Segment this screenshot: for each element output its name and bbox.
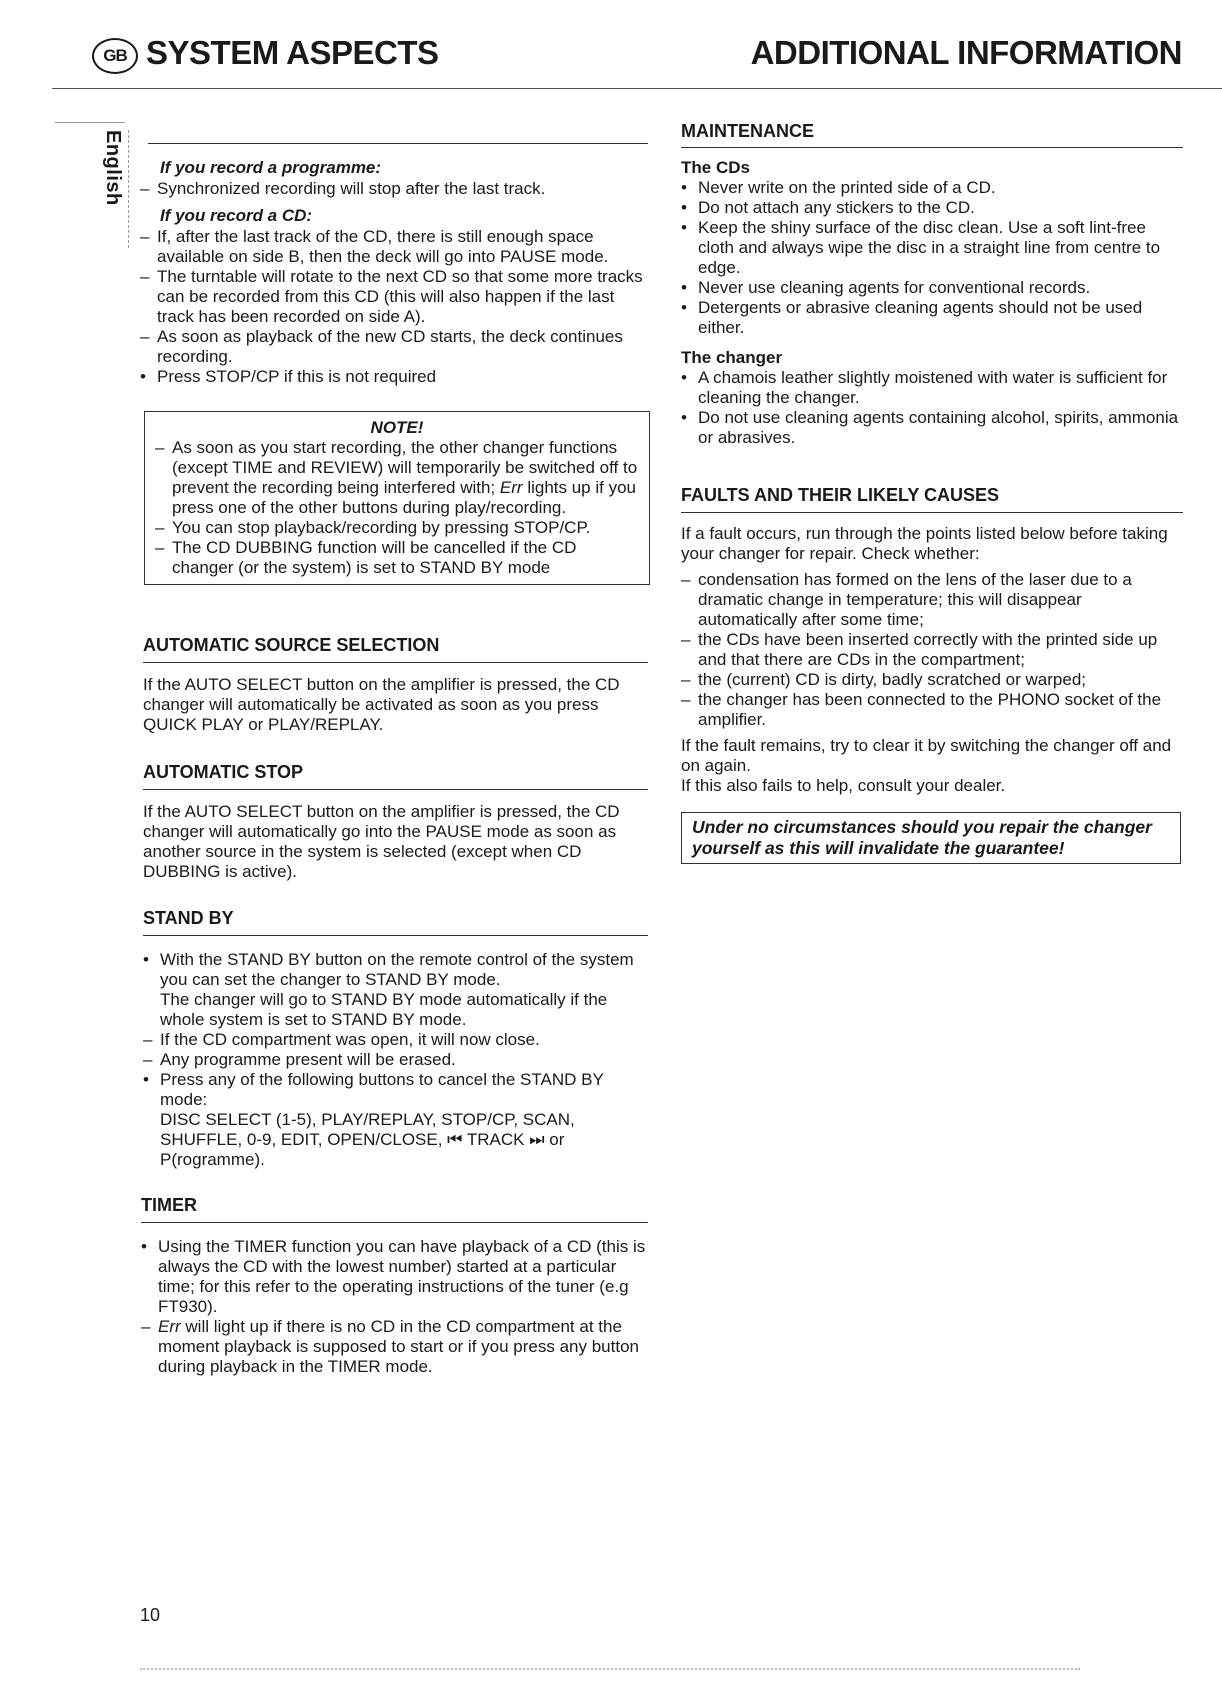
side-tab-language: English xyxy=(102,130,124,206)
section-rule xyxy=(143,789,648,790)
item-text: If, after the last track of the CD, there is still enough space available on side B, then the deck will go into PAUSE mode. xyxy=(157,227,609,266)
item-marker: – xyxy=(143,1030,153,1049)
note-title: NOTE! xyxy=(370,418,424,437)
bullet: • xyxy=(681,298,687,317)
list-item xyxy=(140,227,648,267)
item-text: The CD DUBBING function will be cancelled if the CD changer (or the system) is set to STAND BY mode xyxy=(172,538,577,577)
section-text: If the AUTO SELECT button on the amplifier is pressed, the CD changer will automatically go into the PAUSE mode as soon as another source in the system is selected (except when CD DUBBING is active). xyxy=(143,802,620,881)
faults-outro: If this also fails to help, consult your dealer. xyxy=(681,776,1006,795)
list-item xyxy=(681,218,1183,278)
section-rule xyxy=(143,662,648,663)
item-text: condensation has formed on the lens of the laser due to a dramatic change in temperature; this will disappear automatically after some time; xyxy=(698,570,1132,629)
item-marker: • xyxy=(140,367,146,386)
scan-artifact-line xyxy=(140,1668,1080,1670)
side-tab-top-rule xyxy=(55,122,125,123)
left-column xyxy=(140,143,648,577)
item-text: You can stop playback/recording by pressing STOP/CP. xyxy=(172,518,591,537)
bullet: • xyxy=(681,198,687,217)
faults-outro: If the fault remains, try to clear it by switching the changer off and on again. xyxy=(681,736,1172,775)
changer-subheading: The changer xyxy=(681,348,783,367)
err-indicator: Err xyxy=(158,1317,181,1336)
list-item xyxy=(681,690,1183,730)
list-item xyxy=(143,950,648,1030)
gb-language-badge: GB xyxy=(92,38,138,74)
item-text: the (current) CD is dirty, badly scratched or warped; xyxy=(698,670,1086,689)
record-programme-heading: If you record a programme: xyxy=(160,158,382,177)
dash: – xyxy=(681,670,691,689)
cds-subheading: The CDs xyxy=(681,158,750,177)
note-item xyxy=(155,538,639,578)
list-item xyxy=(681,368,1183,408)
item-text: A chamois leather slightly moistened with water is sufficient for cleaning the changer. xyxy=(698,368,1168,407)
section-heading: TIMER xyxy=(141,1195,197,1215)
list-item xyxy=(143,1050,648,1070)
note-item xyxy=(155,518,639,538)
section-rule xyxy=(143,935,648,936)
item-marker: • xyxy=(143,950,149,969)
list-item xyxy=(140,179,648,199)
item-marker: – xyxy=(155,438,165,457)
item-text: Never use cleaning agents for conventional records. xyxy=(698,278,1091,297)
item-text: As soon as playback of the new CD starts, the deck continues recording. xyxy=(157,327,623,366)
section-rule xyxy=(681,512,1183,513)
item-text: the CDs have been inserted correctly with the printed side up and that there are CDs in the compartment; xyxy=(698,630,1158,669)
auto-stop-section xyxy=(143,761,648,882)
page-number: 10 xyxy=(140,1605,161,1625)
item-text: DISC SELECT (1-5), PLAY/REPLAY, STOP/CP, SCAN, SHUFFLE, 0-9, EDIT, OPEN/CLOSE, ⏮ TRACK ⏭ or P(rogramme). xyxy=(160,1110,575,1169)
list-item xyxy=(143,1070,648,1170)
item-marker: • xyxy=(141,1237,147,1256)
right-page-title: ADDITIONAL INFORMATION xyxy=(750,34,1182,71)
maintenance-heading: MAINTENANCE xyxy=(681,121,814,141)
warning-box: Under no circumstances should you repair the changer yourself as this will invalidate the guarantee! xyxy=(681,812,1181,864)
item-text: Synchronized recording will stop after the last track. xyxy=(157,179,546,198)
bullet: • xyxy=(681,408,687,427)
bullet: • xyxy=(681,218,687,237)
item-text: Press any of the following buttons to cancel the STAND BY mode: xyxy=(160,1070,604,1109)
list-item xyxy=(681,670,1183,690)
list-item xyxy=(681,298,1183,338)
list-item xyxy=(681,630,1183,670)
list-item xyxy=(681,278,1183,298)
section-heading: AUTOMATIC STOP xyxy=(143,762,304,782)
item-text: As soon as you start recording, the other changer functions (except TIME and REVIEW) will temporarily be switched off to prevent the recording being interfered with; xyxy=(172,438,638,497)
section-text: If the AUTO SELECT button on the amplifier is pressed, the CD changer will automatically be activated as soon as you press QUICK PLAY or PLAY/REPLAY. xyxy=(143,675,620,734)
timer-section xyxy=(141,1194,648,1377)
dash: – xyxy=(681,570,691,589)
item-text: the changer has been connected to the PHONO socket of the amplifier. xyxy=(698,690,1162,729)
item-marker: – xyxy=(155,538,165,557)
list-item xyxy=(140,267,648,327)
left-page-title: SYSTEM ASPECTS xyxy=(146,34,439,71)
item-marker: – xyxy=(155,518,165,537)
item-marker: – xyxy=(140,267,150,286)
section-rule xyxy=(148,143,648,144)
stand-by-section xyxy=(143,907,648,1170)
list-item xyxy=(681,178,1183,198)
item-text: Do not use cleaning agents containing alcohol, spirits, ammonia or abrasives. xyxy=(698,408,1179,447)
list-item xyxy=(140,327,648,367)
note-item xyxy=(155,438,639,518)
err-indicator: Err xyxy=(499,478,523,497)
list-item xyxy=(681,570,1183,630)
item-text: Detergents or abrasive cleaning agents should not be used either. xyxy=(698,298,1143,337)
record-cd-heading: If you record a CD: xyxy=(160,206,313,225)
item-text: Keep the shiny surface of the disc clean. Use a soft lint-free cloth and always wipe the disc in a straight line from centre to edge. xyxy=(698,218,1161,277)
bullet: • xyxy=(681,278,687,297)
list-item xyxy=(681,408,1183,448)
item-text: Using the TIMER function you can have playback of a CD (this is always the CD with the lowest number) started at a particular time; for this refer to the operating instructions of the tuner (e.g FT930). xyxy=(158,1237,646,1316)
section-rule xyxy=(141,1222,648,1223)
header-rule xyxy=(52,88,1222,89)
faults-intro: If a fault occurs, run through the points listed below before taking your changer for repair. Check whether: xyxy=(681,524,1168,563)
item-text: The turntable will rotate to the next CD so that some more tracks can be recorded from this CD (this will also happen if the last track has been recorded on side A). xyxy=(157,267,643,326)
section-heading: STAND BY xyxy=(143,908,234,928)
list-item xyxy=(140,367,648,387)
section-heading: FAULTS AND THEIR LIKELY CAUSES xyxy=(681,485,1000,505)
bullet: • xyxy=(681,368,687,387)
item-text: The changer will go to STAND BY mode automatically if the whole system is set to STAND BY mode. xyxy=(160,990,608,1029)
item-text: Any programme present will be erased. xyxy=(160,1050,456,1069)
list-item xyxy=(681,198,1183,218)
item-marker: – xyxy=(140,327,150,346)
item-marker: – xyxy=(140,227,150,246)
dash: – xyxy=(681,630,691,649)
item-text: Do not attach any stickers to the CD. xyxy=(698,198,975,217)
item-marker: – xyxy=(143,1050,153,1069)
bullet: • xyxy=(681,178,687,197)
list-item xyxy=(143,1030,648,1050)
item-text: lights up if you press one of the other buttons during play/recording. xyxy=(172,478,636,517)
item-text: With the STAND BY button on the remote control of the system you can set the changer to STAND BY mode. xyxy=(160,950,634,989)
item-text: Press STOP/CP if this is not required xyxy=(157,367,437,386)
list-item xyxy=(141,1237,648,1317)
item-marker: • xyxy=(143,1070,149,1089)
note-box xyxy=(144,411,650,585)
item-text: If the CD compartment was open, it will now close. xyxy=(160,1030,540,1049)
right-column xyxy=(681,120,1183,448)
item-marker: – xyxy=(140,179,150,198)
dash: – xyxy=(681,690,691,709)
item-text: Never write on the printed side of a CD. xyxy=(698,178,996,197)
list-item xyxy=(141,1317,648,1377)
item-text: will light up if there is no CD in the CD compartment at the moment playback is supposed to start or if you press any button during playback in the TIMER mode. xyxy=(158,1317,639,1376)
auto-source-section xyxy=(143,634,648,735)
faults-section xyxy=(681,484,1183,864)
section-rule xyxy=(681,147,1183,148)
item-marker: – xyxy=(141,1317,151,1336)
section-heading: AUTOMATIC SOURCE SELECTION xyxy=(143,635,440,655)
side-tab-divider xyxy=(128,130,129,248)
